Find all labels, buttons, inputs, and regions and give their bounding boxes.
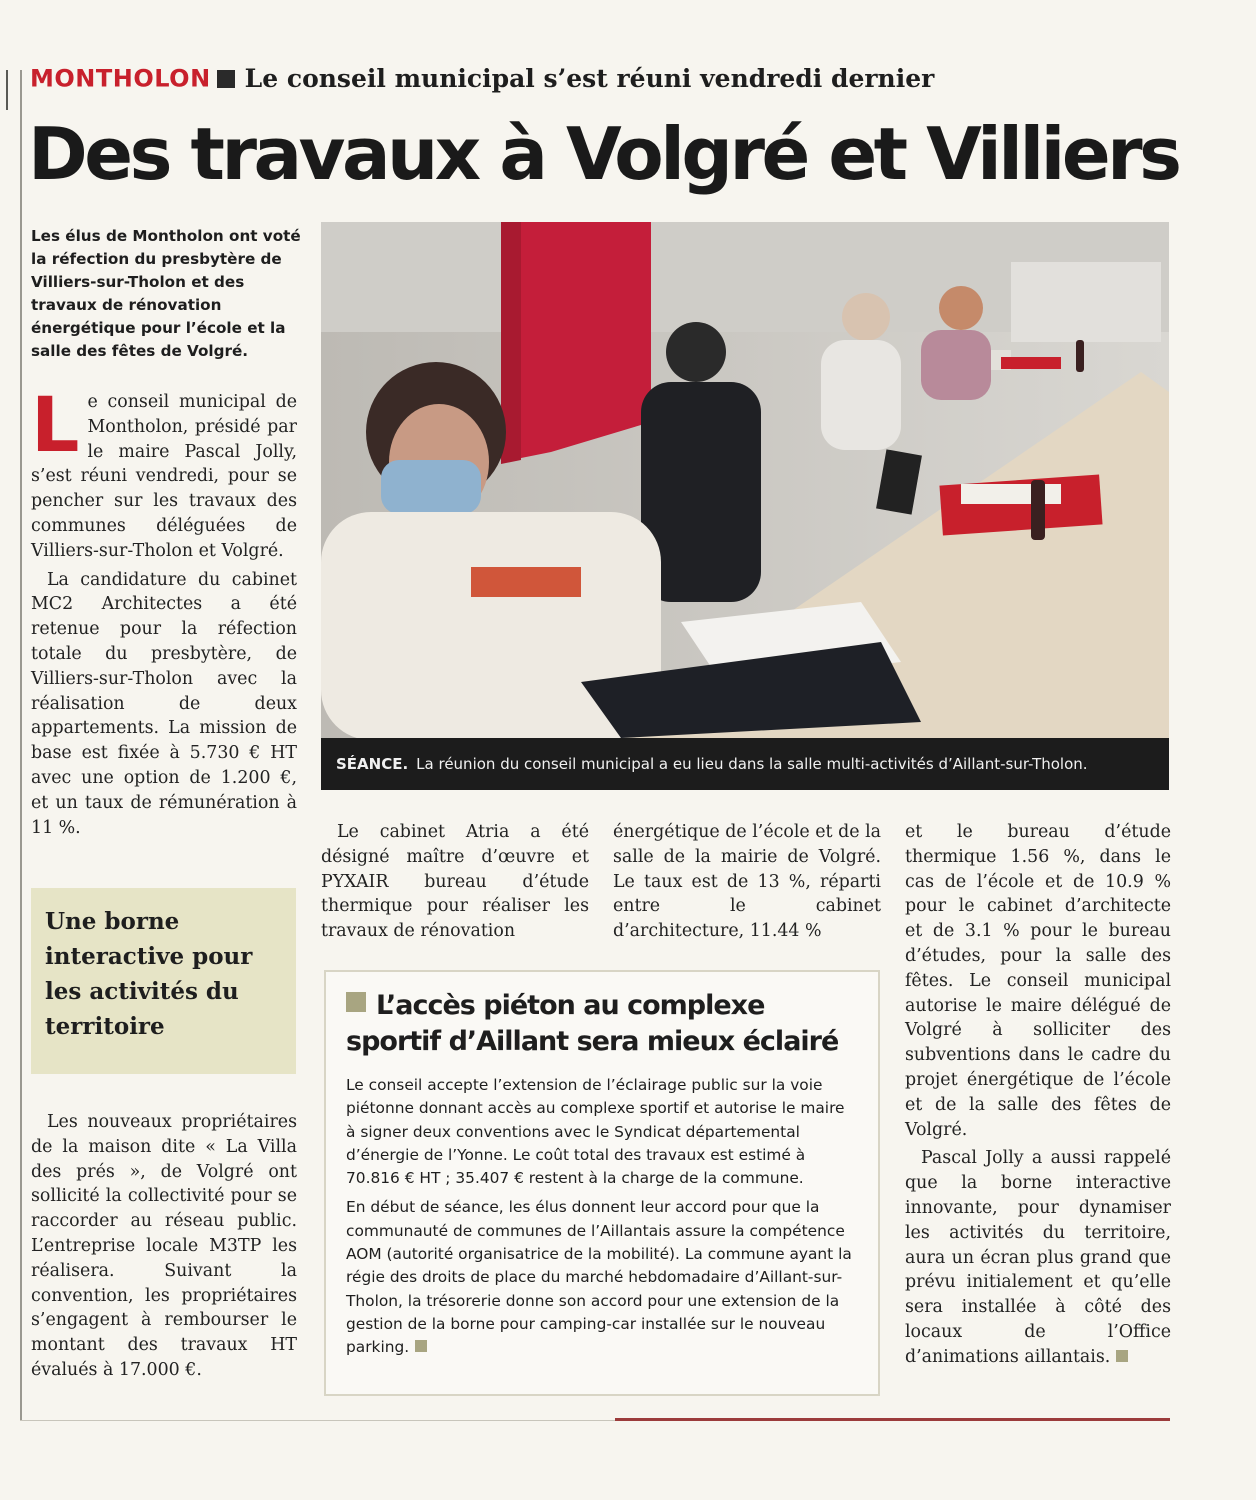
- article-paragraph: La candidature du cabinet MC2 Architectes a été retenue pour la réfection totale du presbytère, de Villiers-sur-Tholon avec la réalisation de deux appartements. La mission de base est fixée à 5.730 € HT avec une option de 1.200 €, et un taux de rémunération à 11 %.: [31, 569, 297, 838]
- end-mark-icon: [415, 1340, 427, 1352]
- inset-box-title-text: L’accès piéton au complexe sportif d’Aillant sera mieux éclairé: [346, 990, 839, 1057]
- title-square-icon: [346, 992, 366, 1012]
- inset-box-text: [346, 1074, 852, 1366]
- paragraph-text: e conseil municipal de Montholon, présidé par le maire Pascal Jolly, s’est réuni vendredi, pour se pencher sur les travaux des communes déléguées de Villiers-sur-Tholon et Volgré.: [31, 392, 297, 561]
- paragraph-text: En début de séance, les élus donnent leur accord pour que la communauté de communes de l’Aillantais assure la compétence AOM (autorité organisatrice de la mobilité). La commune ayant la régie des droits de place du marché hebdomadaire d’Aillant-sur-Tholon, la trésorerie donne son accord pour une extension de la gestion de la borne pour camping-car installée sur le nouveau parking.: [346, 1198, 852, 1357]
- kicker-subtitle: Le conseil municipal s’est réuni vendredi dernier: [244, 64, 935, 93]
- kicker-location: MONTHOLON: [30, 64, 211, 93]
- photo-caption: [321, 738, 1169, 790]
- caption-label: SÉANCE.: [336, 755, 409, 773]
- paragraph-text: Pascal Jolly a aussi rappelé que la borne interactive innovante, pour dynamiser les activités du territoire, aura un écran plus grand que prévu initialement et qu’elle sera installée à côté des locaux de l’Office d’animations aillantais.: [905, 1148, 1171, 1367]
- article-paragraph: [31, 380, 297, 564]
- meeting-photo-image: [321, 222, 1169, 790]
- inset-box-acces: [324, 970, 880, 1396]
- article-column-4: [905, 820, 1171, 1374]
- inset-box-title: [346, 988, 866, 1060]
- inset-paragraph: [346, 1196, 852, 1359]
- article-standfirst: Les élus de Montholon ont voté la réfection du presbytère de Villiers-sur-Tholon et des travaux de rénovation énergétique pour l’école et la salle des fêtes de Volgré.: [31, 227, 301, 360]
- article-column-2: [321, 820, 589, 948]
- dropcap: L: [31, 380, 80, 469]
- article-paragraph: [905, 1146, 1171, 1369]
- article-paragraph: énergétique de l’école et de la salle de la mairie de Volgré. Le taux est de 13 %, réparti entre le cabinet d’architecture, 11.44 %: [613, 822, 881, 942]
- kicker-square-icon: [217, 70, 235, 88]
- article-paragraph: et le bureau d’étude thermique 1.56 %, dans le cas de l’école et de 10.9 % pour le cabinet d’architecte et de 3.1 % pour le bureau d’études, pour la salle des fêtes. Le conseil municipal autorise le maire délégué de Volgré à solliciter des subventions dans le cadre du projet énergétique de l’école et de la salle des fêtes de Volgré.: [905, 822, 1171, 1140]
- article-column-3: [613, 820, 881, 948]
- kicker: [30, 64, 1140, 100]
- article-column-1-bottom: [31, 1110, 297, 1387]
- end-mark-icon: [1116, 1350, 1128, 1362]
- meeting-photo: [321, 222, 1169, 790]
- inset-box-title: Une borne interactive pour les activités du territoire: [45, 908, 253, 1040]
- inset-paragraph: Le conseil accepte l’extension de l’éclairage public sur la voie piétonne donnant accès au complexe sportif et autorise le maire à signer deux conventions avec le Syndicat départemental d’énergie de l’Yonne. Le coût total des travaux est estimé à 70.816 € HT ; 35.407 € restent à la charge de la commune.: [346, 1076, 845, 1188]
- bottom-accent-rule: [615, 1418, 1170, 1421]
- column-rule: [6, 70, 8, 110]
- caption-text: La réunion du conseil municipal a eu lieu dans la salle multi-activités d’Aillant-sur-Tholon.: [416, 755, 1088, 773]
- article-paragraph: Le cabinet Atria a été désigné maître d’œuvre et PYXAIR bureau d’étude thermique pour réaliser les travaux de rénovation: [321, 822, 589, 942]
- headline: Des travaux à Volgré et Villiers: [28, 112, 1179, 196]
- article-paragraph: Les nouveaux propriétaires de la maison dite « La Villa des prés », de Volgré ont sollicité la collectivité pour se raccorder au réseau public. L’entreprise locale M3TP les réalisera. Suivant la convention, les propriétaires s’engagent à rembourser le montant des travaux HT évalués à 17.000 €.: [31, 1112, 297, 1380]
- article-column-1: [31, 380, 297, 844]
- inset-box-borne: [31, 888, 296, 1074]
- column-rule: [20, 70, 22, 1420]
